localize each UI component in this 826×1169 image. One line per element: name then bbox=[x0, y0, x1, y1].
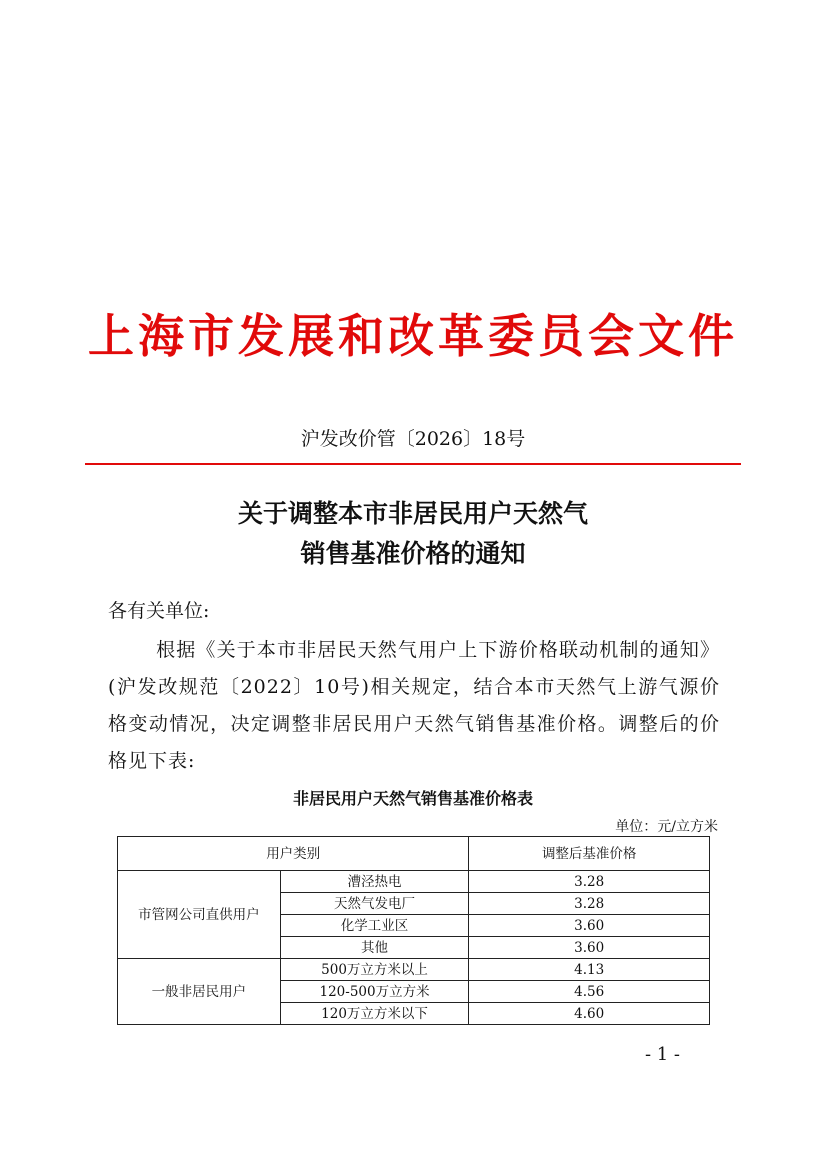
sub-category: 其他 bbox=[280, 937, 469, 959]
sub-category: 500万立方米以上 bbox=[280, 959, 469, 981]
sub-category: 120万立方米以下 bbox=[280, 1003, 469, 1025]
sub-category: 天然气发电厂 bbox=[280, 893, 469, 915]
price-cell: 4.13 bbox=[469, 959, 710, 981]
salutation: 各有关单位: bbox=[108, 600, 210, 622]
group-name: 一般非居民用户 bbox=[118, 959, 281, 1025]
title-line-1: 关于调整本市非居民用户天然气 bbox=[237, 499, 588, 528]
sub-category: 漕泾热电 bbox=[280, 871, 469, 893]
table-row bbox=[118, 959, 710, 981]
price-table bbox=[117, 836, 710, 1025]
issuing-agency-header: 上海市发展和改革委员会文件 bbox=[88, 309, 738, 363]
header-user-category: 用户类别 bbox=[118, 837, 469, 871]
price-cell: 4.56 bbox=[469, 981, 710, 1003]
sub-category: 120-500万立方米 bbox=[280, 981, 469, 1003]
price-cell: 3.60 bbox=[469, 937, 710, 959]
table-caption: 非居民用户天然气销售基准价格表 bbox=[292, 789, 533, 808]
title-line-2: 销售基准价格的通知 bbox=[300, 539, 526, 568]
red-divider-line bbox=[85, 463, 741, 465]
sub-category: 化学工业区 bbox=[280, 915, 469, 937]
header-adjusted-price: 调整后基准价格 bbox=[469, 837, 710, 871]
group-name: 市管网公司直供用户 bbox=[118, 871, 281, 959]
table-header-row bbox=[118, 837, 710, 871]
notice-title bbox=[0, 494, 826, 574]
price-cell: 3.60 bbox=[469, 915, 710, 937]
document-number: 沪发改价管〔2026〕18号 bbox=[300, 428, 526, 450]
page-number: - 1 - bbox=[644, 1044, 680, 1065]
price-cell: 4.60 bbox=[469, 1003, 710, 1025]
price-cell: 3.28 bbox=[469, 893, 710, 915]
body-paragraph bbox=[108, 632, 720, 780]
table-unit: 单位：元/立方米 bbox=[615, 819, 718, 835]
body-text: 根据《关于本市非居民天然气用户上下游价格联动机制的通知》(沪发改规范〔2022〕10号)相关规定，结合本市天然气上游气源价格变动情况，决定调整非居民用户天然气销售基准价格。调整后的价格见下表: bbox=[108, 639, 720, 772]
price-cell: 3.28 bbox=[469, 871, 710, 893]
table-row bbox=[118, 871, 710, 893]
